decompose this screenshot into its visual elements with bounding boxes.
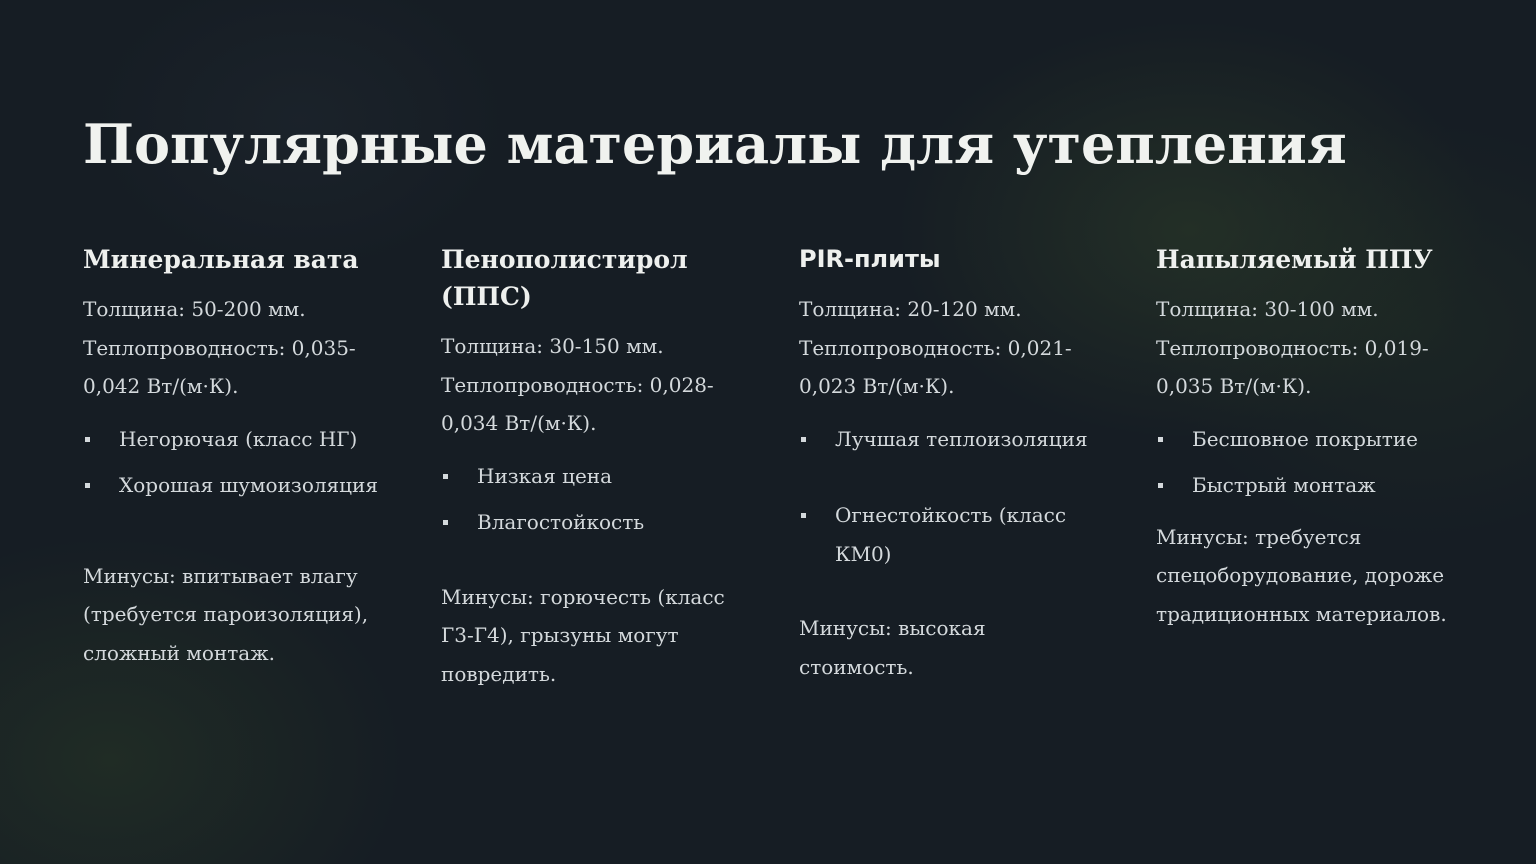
pros-item-label: Низкая цена — [477, 463, 613, 488]
material-card-spray-pu — [1156, 241, 1456, 633]
bullet-icon — [801, 513, 806, 518]
thickness-text: Толщина: 20-120 мм. — [799, 297, 1022, 321]
material-card-mineral-wool — [83, 241, 383, 672]
pros-item — [1156, 466, 1456, 505]
thickness-text: Толщина: 30-150 мм. — [441, 334, 664, 358]
cons-text: Минусы: высокая стоимость. — [799, 616, 986, 679]
pros-item-label: Негорючая (класс НГ) — [119, 426, 358, 451]
material-specs — [799, 290, 1099, 406]
bullet-icon — [443, 520, 448, 525]
bullet-icon — [85, 483, 90, 488]
material-specs — [83, 290, 383, 406]
pros-item-label: Бесшовное покрытие — [1192, 426, 1419, 451]
conductivity-text: Теплопроводность: 0,021-0,023 Вт/(м·К). — [799, 335, 1072, 398]
cons-text: Минусы: горючесть (класс Г3-Г4), грызуны могут повредить. — [441, 584, 725, 686]
conductivity-text: Теплопроводность: 0,035-0,042 Вт/(м·К). — [83, 335, 356, 398]
thickness-text: Толщина: 50-200 мм. — [83, 297, 306, 321]
pros-list — [83, 420, 383, 505]
pros-item — [1156, 420, 1456, 459]
pros-item-label: Быстрый монтаж — [1192, 473, 1376, 497]
pros-list — [441, 457, 741, 542]
bullet-icon — [85, 437, 90, 442]
pros-list — [799, 420, 1099, 574]
material-title: Минеральная вата — [83, 245, 359, 274]
pros-item — [83, 466, 383, 505]
pros-item-label: Влагостойкость — [477, 510, 645, 534]
pros-item — [441, 457, 741, 496]
material-card-pir — [799, 241, 1099, 686]
pros-item-label: Лучшая теплоизоляция — [835, 426, 1088, 451]
bullet-icon — [1158, 483, 1163, 488]
pros-item — [799, 496, 1099, 573]
material-specs — [441, 327, 741, 443]
material-title: Напыляемый ППУ — [1156, 245, 1433, 274]
cons-text: Минусы: впитывает влагу (требуется пароизоляция), сложный монтаж. — [83, 563, 369, 665]
conductivity-text: Теплопроводность: 0,028-0,034 Вт/(м·К). — [441, 372, 714, 435]
bullet-icon — [1158, 437, 1163, 442]
bullet-icon — [801, 437, 806, 442]
material-title: Пенополистирол (ППС) — [441, 245, 688, 311]
material-specs — [1156, 290, 1456, 406]
thickness-text: Толщина: 30-100 мм. — [1156, 297, 1379, 321]
bullet-icon — [443, 474, 448, 479]
pros-item-label: Хорошая шумоизоляция — [119, 473, 378, 497]
material-title: PIR-плиты — [799, 245, 941, 273]
pros-item-label: Огнестойкость (класс КМ0) — [835, 503, 1067, 566]
pros-item — [83, 420, 383, 459]
material-card-polystyrene — [441, 241, 741, 693]
pros-list — [1156, 420, 1456, 505]
conductivity-text: Теплопроводность: 0,019-0,035 Вт/(м·К). — [1156, 335, 1429, 398]
page-title: Популярные материалы для утепления — [83, 112, 1347, 176]
cons-text: Минусы: требуется спецоборудование, дороже традиционных материалов. — [1156, 524, 1447, 626]
pros-item — [799, 420, 1099, 459]
pros-item — [441, 503, 741, 542]
